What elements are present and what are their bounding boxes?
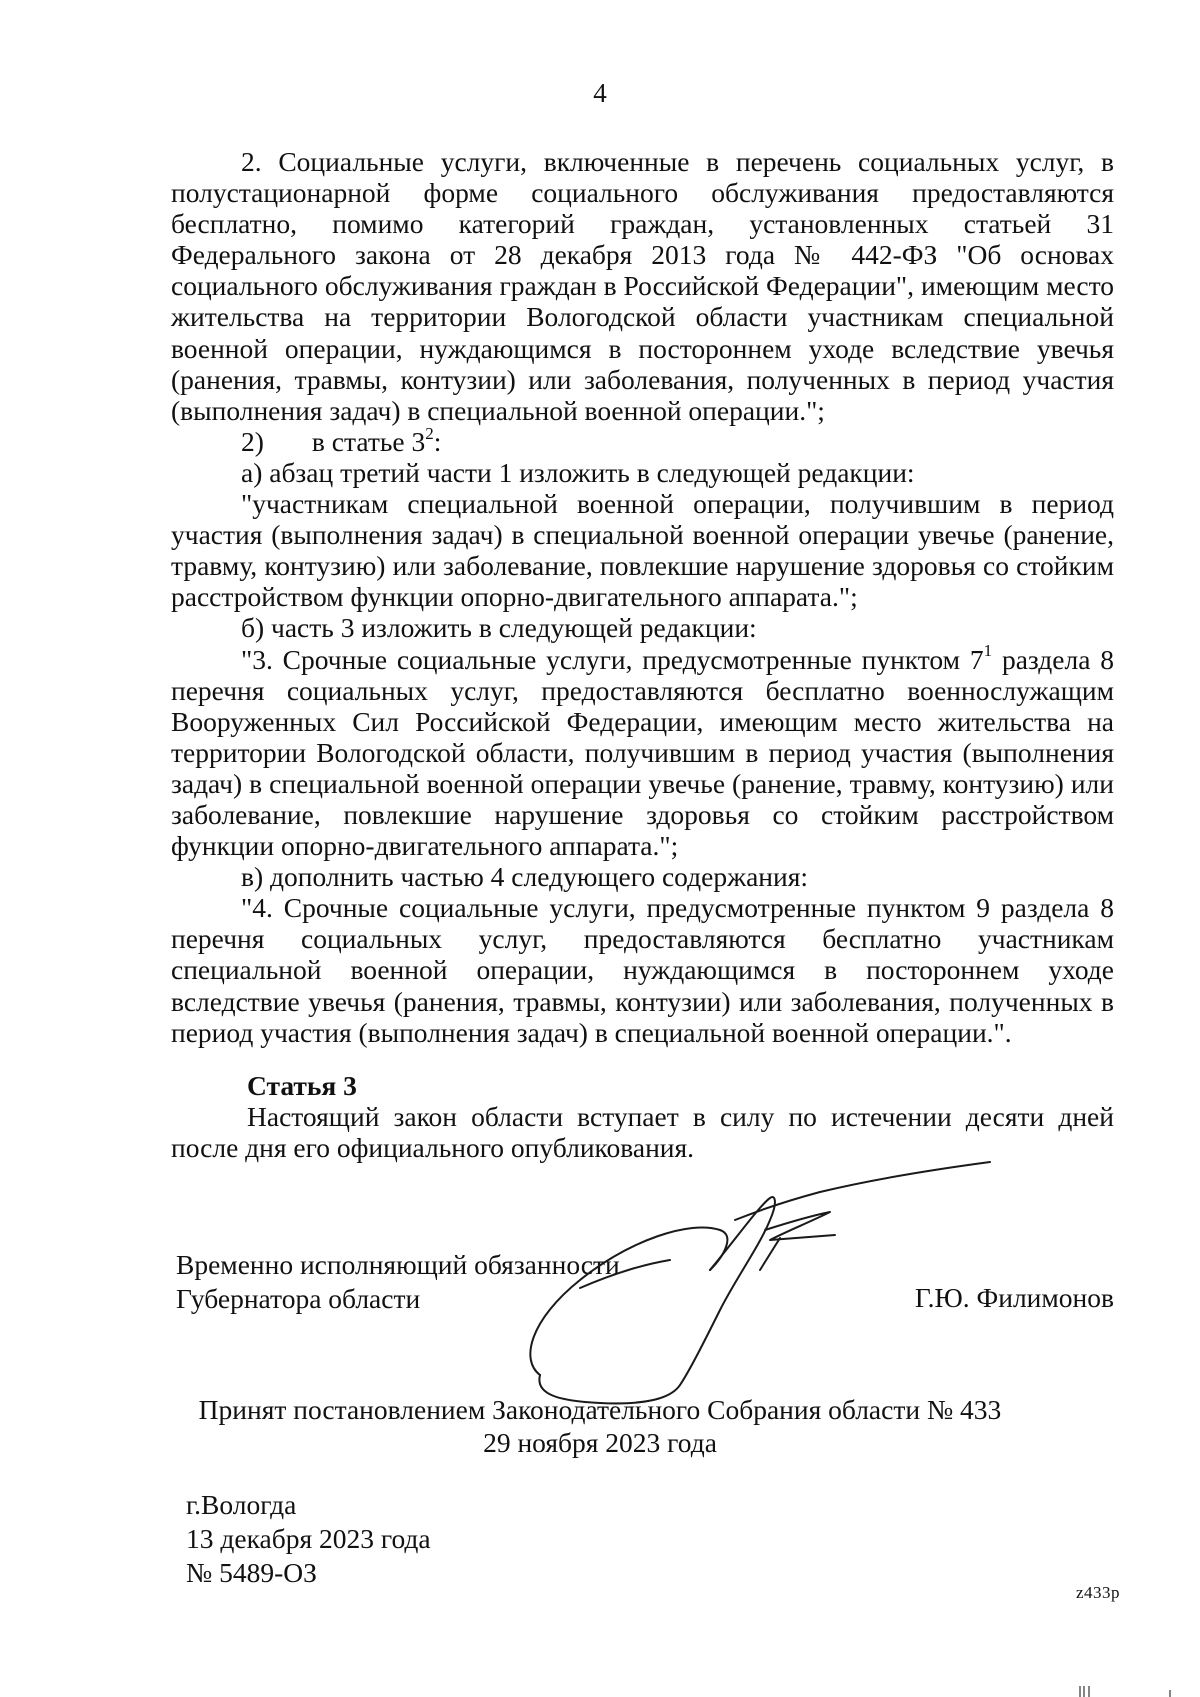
adoption-note bbox=[0, 1393, 1200, 1459]
colon: : bbox=[433, 425, 442, 457]
signatory-name: Г.Ю. Филимонов bbox=[914, 1282, 1114, 1313]
handwritten-signature bbox=[520, 1160, 1020, 1410]
subitem-a-text: "участникам специальной военной операции, получившим в период участия (выполнения задач) в специальной военной операции увечье (ранение, травму, контузию) или заболевание, повлекшие нарушение здоровья со стойким расстройством функции опорно-двигательного аппарата."; bbox=[171, 488, 1114, 613]
position-line-2: Губернатора области bbox=[176, 1283, 421, 1314]
city: г.Вологда bbox=[186, 1489, 297, 1520]
subitem-c-text: "4. Срочные социальные услуги, предусмотренные пунктом 9 раздела 8 перечня социальных услуг, предоставляются бесплатно участникам специальной военной операции, нуждающимся в постороннем уходе вследствие увечья (ранения, травмы, контузии) или заболевания, полученных в период участия (выполнения задач) в специальной военной операции.". bbox=[171, 892, 1114, 1048]
document-body bbox=[171, 146, 1114, 1163]
list-item-number: 2) bbox=[241, 425, 264, 457]
list-item-text: в статье 3 bbox=[311, 425, 426, 457]
superscript: 2 bbox=[425, 423, 434, 443]
place-date-number bbox=[186, 1488, 431, 1590]
adoption-line-1: Принят постановлением Законодательного Собрания области № 433 bbox=[198, 1394, 1002, 1425]
subitem-c-heading: в) дополнить частью 4 следующего содержания: bbox=[241, 861, 808, 893]
article-3-heading: Статья 3 bbox=[247, 1069, 357, 1101]
subitem-b-text-end: раздела 8 перечня социальных услуг, предоставляются бесплатно военнослужащим Вооруженных Сил Российской Федерации, имеющим место жительства на территории Вологодской области, получившим в период участия (выполнения задач) в специальной военной операции увечье (ранение, травму, контузию) или заболевание, повлекшие нарушение здоровья со стойким расстройством функции опорно-двигательного аппарата."; bbox=[171, 643, 1114, 862]
adoption-date: 29 ноября 2023 года bbox=[483, 1427, 717, 1458]
page-number: 4 bbox=[593, 78, 607, 108]
superscript: 1 bbox=[983, 641, 993, 661]
list-item-2 bbox=[171, 423, 1114, 457]
subitem-b-text bbox=[171, 641, 1114, 862]
position-line-1: Временно исполняющий обязанности bbox=[176, 1249, 620, 1280]
scan-marks bbox=[1078, 1682, 1178, 1697]
law-number: № 5489-ОЗ bbox=[186, 1557, 317, 1588]
law-date: 13 декабря 2023 года bbox=[186, 1523, 431, 1554]
article-3-text: Настоящий закон области вступает в силу по истечении десяти дней после дня его официального опубликования. bbox=[171, 1100, 1114, 1163]
paragraph-item-2-social-services: 2. Социальные услуги, включенные в перечень социальных услуг, в полустационарной форме социального обслуживания предоставляются бесплатно, помимо категорий граждан, установленных статьей 31 Федерального закона от 28 декабря 2013 года № 442-ФЗ "Об основах социального обслуживания граждан в Российской Федерации", имеющим место жительства на территории Вологодской области участникам специальной военной операции, нуждающимся в постороннем уходе вследствие увечья (ранения, травмы, контузии) или заболевания, полученных в период участия (выполнения задач) в специальной военной операции."; bbox=[171, 146, 1114, 426]
document-code: z433p bbox=[1075, 1583, 1120, 1602]
subitem-a-heading: а) абзац третий части 1 изложить в следующей редакции: bbox=[241, 456, 915, 488]
subitem-b-text-start: "3. Срочные социальные услуги, предусмотренные пунктом 7 bbox=[241, 643, 984, 675]
subitem-b-heading: б) часть 3 изложить в следующей редакции: bbox=[241, 612, 757, 644]
